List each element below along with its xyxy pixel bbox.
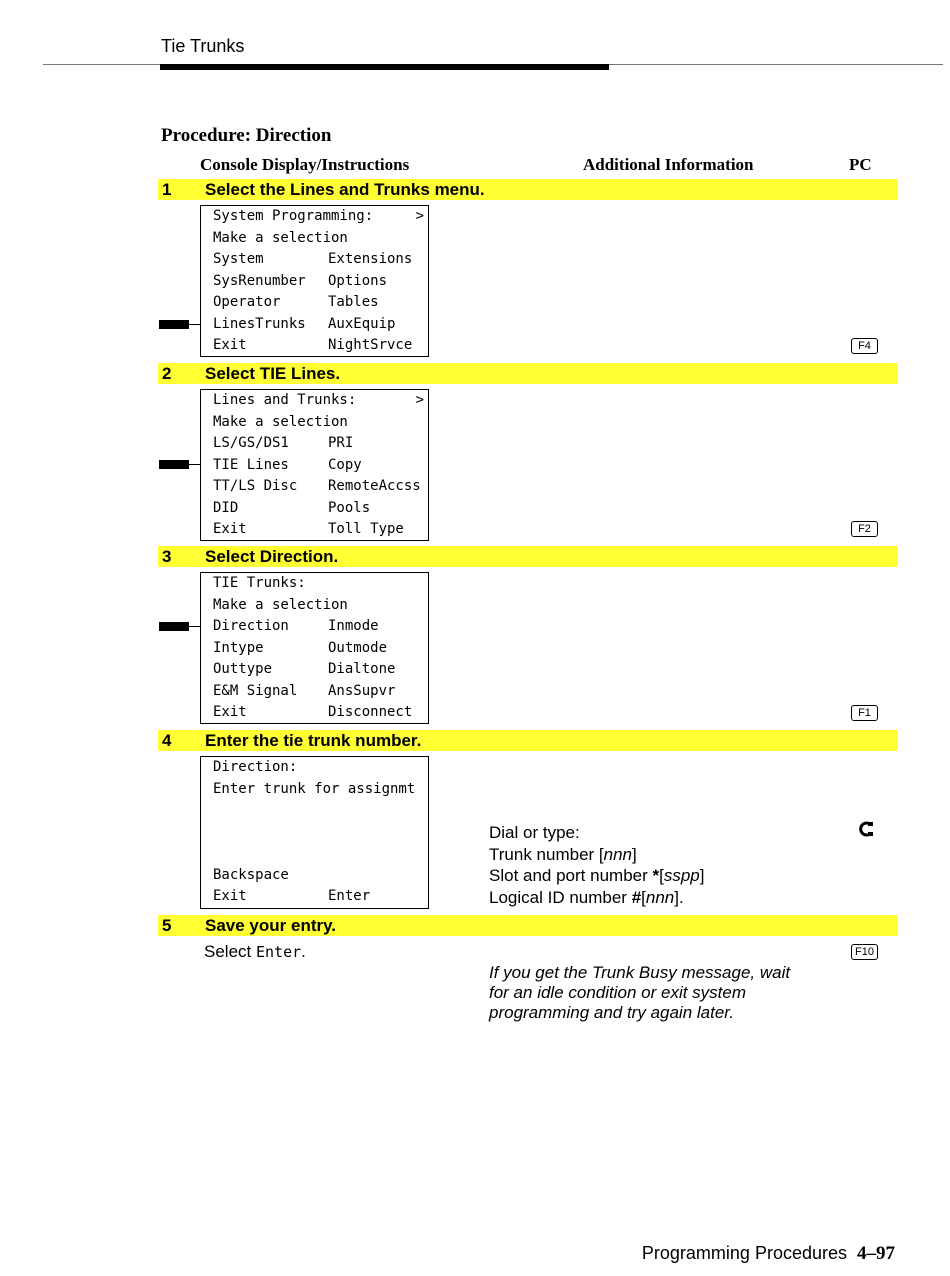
screen-2-option: TT/LS Disc (213, 478, 298, 494)
selection-pointer-line (189, 324, 201, 325)
function-key-icon: F10 (851, 944, 878, 960)
console-screen-1 (200, 205, 429, 357)
screen-1-option-selected: LinesTrunks (213, 316, 306, 332)
screen-2-arrow: > (415, 392, 424, 408)
screen-2-option: Pools (328, 500, 371, 516)
step-5-note-line: for an idle condition or exit system (489, 983, 747, 1002)
selection-pointer-icon (159, 320, 189, 329)
procedure-title: Procedure: Direction (161, 125, 332, 146)
screen-3-option: Outtype (213, 661, 273, 677)
screen-2-option: LS/GS/DS1 (213, 435, 289, 451)
screen-2-option: Copy (328, 457, 362, 473)
screen-1-arrow: > (415, 208, 424, 224)
footer-section: Programming Procedures (641, 1243, 847, 1263)
screen-2-option: DID (213, 500, 239, 516)
step-5-note-line: programming and try again later. (489, 1003, 735, 1022)
page-footer (642, 1243, 895, 1265)
info-text: Slot and port number (489, 866, 653, 885)
screen-1-option: System (213, 251, 264, 267)
instruction-text: Select (204, 942, 256, 961)
info-text: ]. (674, 888, 684, 907)
screen-2-title: Lines and Trunks: (213, 392, 357, 408)
console-screen-2 (200, 389, 429, 541)
screen-3-option: Inmode (328, 618, 379, 634)
star-key-symbol: * (652, 866, 660, 885)
screen-3-option: Outmode (328, 640, 388, 656)
screen-4-enter: Enter (328, 888, 371, 904)
info-text: [ (659, 866, 664, 885)
step-3-number: 3 (162, 547, 172, 566)
screen-1-option: NightSrvce (328, 337, 413, 353)
info-text: ] (699, 866, 705, 885)
screen-2-option: PRI (328, 435, 354, 451)
step-4-info-trunk-number (489, 845, 637, 865)
step-1-text: Select the Lines and Trunks menu. (205, 180, 485, 199)
step-4-info-logical-id (489, 888, 684, 908)
instruction-text: . (301, 942, 306, 961)
function-key-icon: F1 (851, 705, 878, 721)
screen-2-option-selected: TIE Lines (213, 457, 289, 473)
screen-2-option: RemoteAccss (328, 478, 421, 494)
console-screen-4 (200, 756, 429, 909)
screen-4-prompt: Enter trunk for assignmt (213, 781, 416, 797)
screen-1-prompt: Make a selection (213, 230, 348, 246)
screen-1-option: SysRenumber (213, 273, 306, 289)
step-3-text: Select Direction. (205, 547, 339, 566)
selection-pointer-line (189, 464, 201, 465)
function-key-icon: F2 (851, 521, 878, 537)
step-4-text: Enter the tie trunk number. (205, 731, 422, 750)
step-4-number: 4 (162, 731, 172, 750)
screen-3-option: Intype (213, 640, 264, 656)
handset-icon (857, 820, 875, 838)
info-variable: nnn (603, 845, 633, 864)
selection-pointer-icon (159, 622, 189, 631)
column-heading-additional: Additional Information (583, 155, 754, 174)
info-text: Logical ID number (489, 888, 632, 907)
screen-4-backspace: Backspace (213, 867, 289, 883)
info-variable: nnn (645, 888, 675, 907)
screen-1-option: Extensions (328, 251, 413, 267)
info-variable: sspp (663, 866, 700, 885)
screen-1-option: AuxEquip (328, 316, 396, 332)
screen-3-option: Exit (213, 704, 247, 720)
step-2-text: Select TIE Lines. (205, 364, 341, 383)
screen-4-exit: Exit (213, 888, 247, 904)
screen-1-option: Tables (328, 294, 379, 310)
screen-3-prompt: Make a selection (213, 597, 348, 613)
step-5-number: 5 (162, 916, 172, 935)
screen-1-option: Operator (213, 294, 281, 310)
screen-1-title: System Programming: (213, 208, 374, 224)
screen-3-title: TIE Trunks: (213, 575, 306, 591)
step-5-instruction (204, 942, 306, 962)
screen-2-option: Toll Type (328, 521, 404, 537)
screen-3-option-selected: Direction (213, 618, 289, 634)
screen-2-option: Exit (213, 521, 247, 537)
screen-2-prompt: Make a selection (213, 414, 348, 430)
selection-pointer-icon (159, 460, 189, 469)
console-screen-3 (200, 572, 429, 724)
step-2-number: 2 (162, 364, 172, 383)
column-heading-pc: PC (849, 155, 872, 174)
info-text: Trunk number [ (489, 845, 604, 864)
screen-4-title: Direction: (213, 759, 298, 775)
screen-1-option: Exit (213, 337, 247, 353)
running-header: Tie Trunks (161, 36, 245, 56)
page-number: 4–97 (857, 1243, 895, 1264)
step-4-info-slot-port (489, 866, 705, 886)
header-thick-rule (160, 64, 609, 70)
enter-key-label: Enter (255, 943, 302, 961)
function-key-icon: F4 (851, 338, 878, 354)
screen-3-option: Disconnect (328, 704, 413, 720)
step-1-number: 1 (162, 180, 172, 199)
screen-3-option: AnsSupvr (328, 683, 396, 699)
info-text: ] (632, 845, 637, 864)
pound-key-symbol: # (631, 888, 642, 907)
step-5-note-line: If you get the Trunk Busy message, wait (489, 963, 791, 982)
screen-3-option: Dialtone (328, 661, 396, 677)
step-5-text: Save your entry. (205, 916, 337, 935)
screen-3-option: E&M Signal (213, 683, 298, 699)
column-heading-console: Console Display/Instructions (200, 155, 410, 174)
info-text: [ (641, 888, 646, 907)
step-4-info-dial: Dial or type: (489, 823, 580, 842)
selection-pointer-line (189, 626, 201, 627)
screen-1-option: Options (328, 273, 388, 289)
